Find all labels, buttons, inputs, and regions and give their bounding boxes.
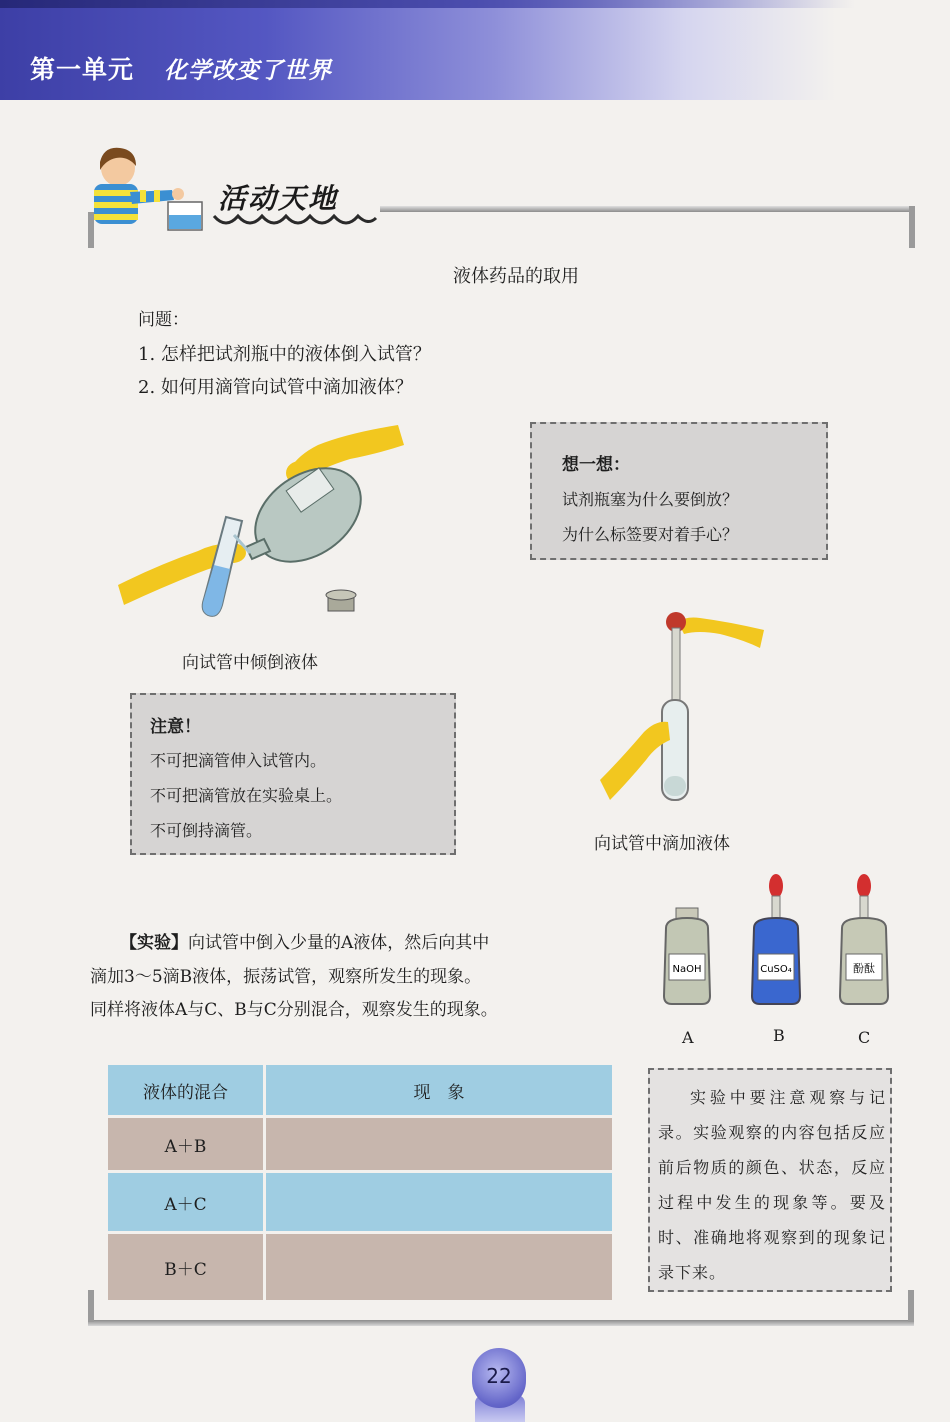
think-title: 想一想： <box>562 455 630 475</box>
table-cell-observation[interactable] <box>265 1233 613 1301</box>
bottle-b <box>752 874 800 1004</box>
table-row <box>108 1233 612 1301</box>
bottom-frame-line <box>88 1320 914 1326</box>
experiment-line-1-text: 向试管中倒入少量的A液体，然后向其中 <box>188 933 490 953</box>
banner-wave-decoration <box>210 212 380 230</box>
caption-pouring: 向试管中倾倒液体 <box>182 653 318 673</box>
banner-frame-right <box>909 206 915 248</box>
table-cell-mixture: A＋B <box>108 1117 265 1172</box>
reagent-bottles-illustration <box>656 868 896 1013</box>
bottle-b-label: CuSO₄ <box>760 964 792 975</box>
bottle-c-label: 酚酞 <box>853 962 875 975</box>
tip-text: 实验中要注意观察与记录。实验观察的内容包括反应前后物质的颜色、状态，反应过程中发生的现象等。要及时、准确地将观察到的现象记录下来。 <box>658 1088 886 1282</box>
bottle-a <box>664 908 710 1004</box>
caption-dropping: 向试管中滴加液体 <box>594 834 730 854</box>
unit-title: 第一单元 <box>30 55 135 84</box>
bottom-frame-left <box>88 1290 94 1322</box>
note-line-1: 不可把滴管伸入试管内。 <box>150 751 327 770</box>
table-cell-observation[interactable] <box>265 1117 613 1172</box>
bottle-letter-a: A <box>682 1028 694 1047</box>
table-header-phenomenon: 现 象 <box>265 1065 613 1117</box>
header-band <box>0 0 950 100</box>
bottle-letter-c: C <box>858 1028 871 1047</box>
dropping-illustration <box>600 600 770 810</box>
table-cell-mixture: A＋C <box>108 1172 265 1233</box>
header-band-top <box>0 0 950 8</box>
pouring-illustration <box>118 415 408 625</box>
chapter-title: 化学改变了世界 <box>164 58 332 84</box>
think-question-2: 为什么标签要对着手心？ <box>562 525 739 544</box>
experiment-line-2: 滴加3～5滴B液体，振荡试管，观察所发生的现象。 <box>90 967 482 987</box>
table-cell-mixture: B＋C <box>108 1233 265 1301</box>
bottle-a-label: NaOH <box>672 964 702 975</box>
note-line-3: 不可倒持滴管。 <box>150 821 263 840</box>
bottle-c <box>840 874 888 1004</box>
table-row <box>108 1172 612 1233</box>
question-2: 2. 如何用滴管向试管中滴加液体？ <box>138 377 413 398</box>
question-1: 1. 怎样把试剂瓶中的液体倒入试管？ <box>138 344 431 365</box>
banner-line <box>380 206 915 212</box>
table-row <box>108 1117 612 1172</box>
bottom-frame-right <box>908 1290 914 1322</box>
question-label: 问题： <box>138 310 189 330</box>
banner-frame-left <box>88 212 94 248</box>
note-title: 注意！ <box>150 717 201 737</box>
think-question-1: 试剂瓶塞为什么要倒放？ <box>562 490 739 509</box>
activity-banner-title: 活动天地 <box>218 182 339 215</box>
boy-illustration <box>80 140 230 240</box>
note-line-2: 不可把滴管放在实验桌上。 <box>150 786 343 805</box>
experiment-tag: 【实验】 <box>120 933 188 953</box>
table-cell-observation[interactable] <box>265 1172 613 1233</box>
page-number: 22 <box>486 1364 512 1388</box>
observation-table <box>108 1065 612 1300</box>
experiment-line-1 <box>120 928 489 953</box>
section-title: 液体药品的取用 <box>453 266 579 287</box>
bottle-letter-b: B <box>773 1026 785 1045</box>
table-header-mixture: 液体的混合 <box>108 1065 265 1117</box>
experiment-line-3: 同样将液体A与C、B与C分别混合，观察发生的现象。 <box>90 1000 498 1020</box>
table-header-row <box>108 1065 612 1117</box>
